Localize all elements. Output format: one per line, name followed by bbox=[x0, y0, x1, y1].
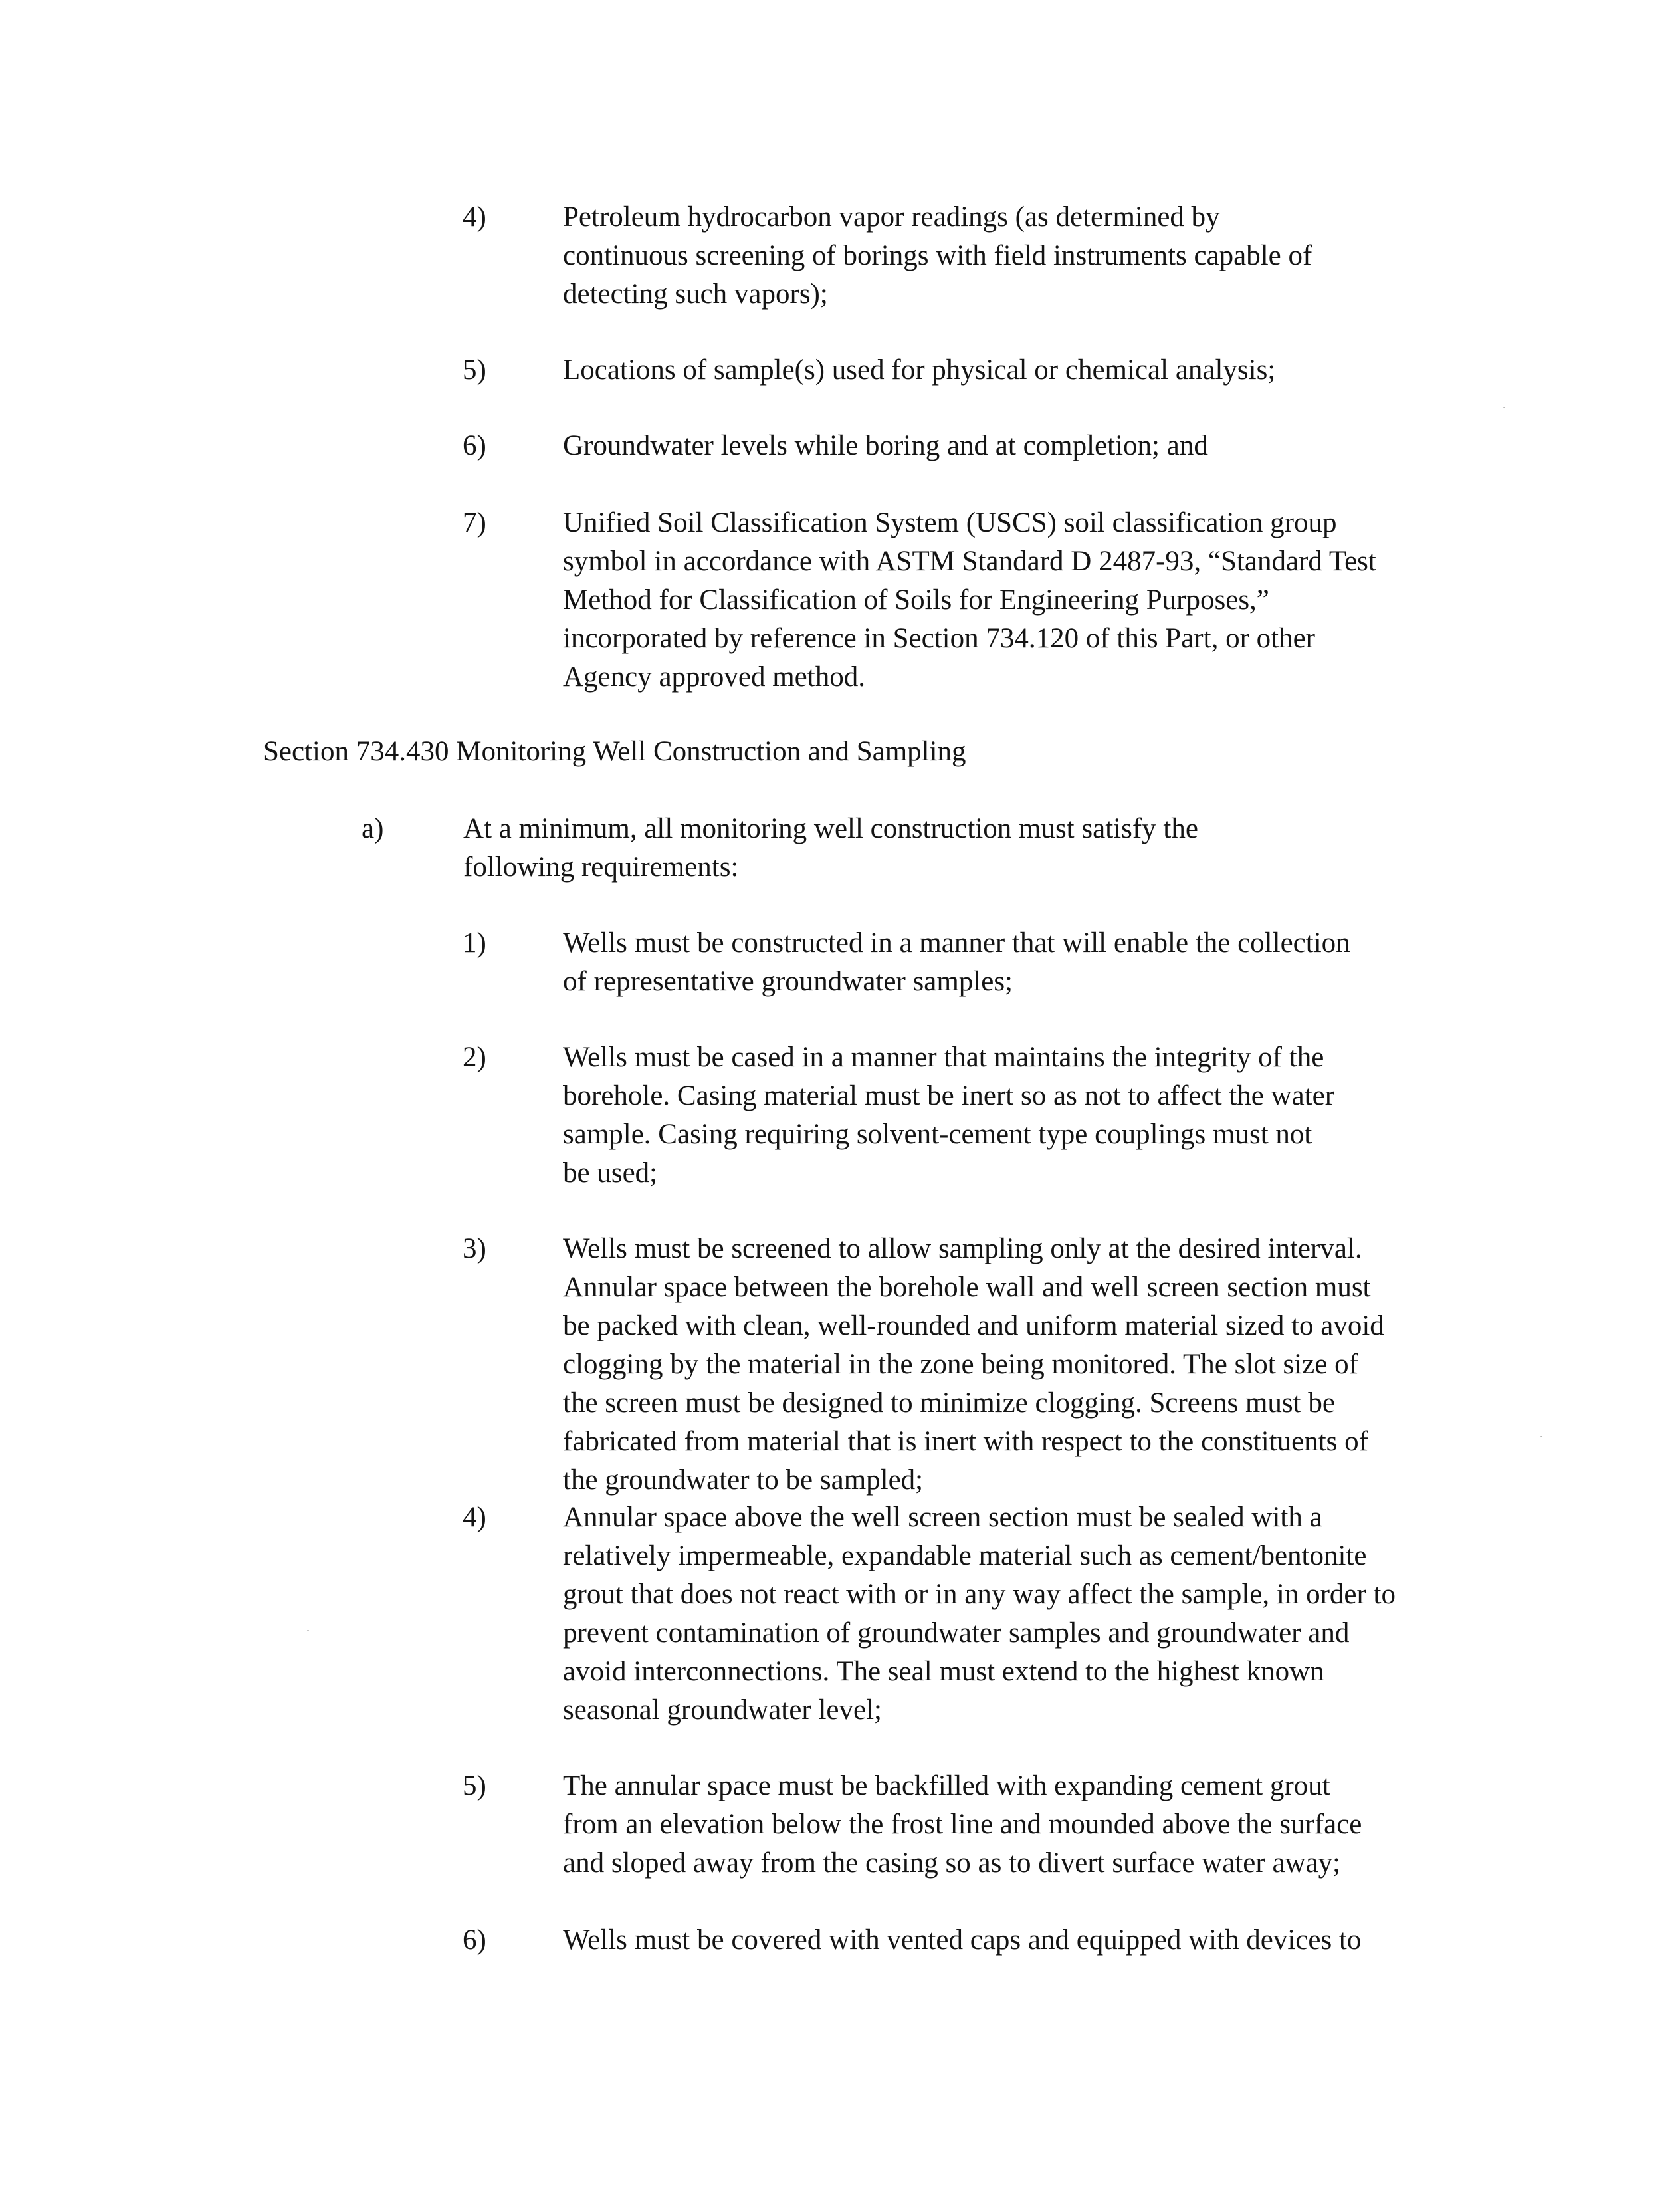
list-item-number: 1) bbox=[463, 927, 486, 959]
list-item-number: 2) bbox=[463, 1042, 486, 1073]
list-item-text: Locations of sample(s) used for physical or chemical analysis; bbox=[563, 354, 1276, 386]
subsection-text: At a minimum, all monitoring well construction must satisfy the following requirements: bbox=[463, 813, 1198, 883]
list-item-number: 4) bbox=[463, 1502, 486, 1533]
list-item-text: Wells must be constructed in a manner that will enable the collection of representative groundwater samples; bbox=[563, 927, 1350, 997]
list-item-number: 6) bbox=[463, 430, 486, 461]
subsection-label: a) bbox=[362, 813, 384, 844]
list-item-number: 5) bbox=[463, 1770, 486, 1801]
list-item-number: 5) bbox=[463, 354, 486, 386]
scan-speck bbox=[307, 1630, 309, 1631]
list-item-number: 6) bbox=[463, 1924, 486, 1956]
list-item-number: 7) bbox=[463, 507, 486, 538]
list-item-text: Annular space above the well screen section must be sealed with a relatively impermeable, expandable material such as cement/bentonite grout that does not react with or in any way affect the sample, in order to prevent contamination of groundwater samples and groundwater and avoid interconnections. The seal must extend to the highest known seasonal groundwater level; bbox=[563, 1502, 1396, 1726]
list-item-text: Unified Soil Classification System (USCS) soil classification group symbol in accordance with ASTM Standard D 2487-93, “Standard Test Method for Classification of Soils for Engineering Purposes,” incorporated by reference in Section 734.120 of this Part, or other Agency approved method. bbox=[563, 507, 1376, 693]
section-heading: Section 734.430 Monitoring Well Construction and Sampling bbox=[263, 736, 966, 767]
list-item-text: The annular space must be backfilled with expanding cement grout from an elevation below the frost line and mounded above the surface and sloped away from the casing so as to divert surface water away; bbox=[563, 1770, 1362, 1879]
scan-speck bbox=[1503, 407, 1505, 408]
list-item-text: Groundwater levels while boring and at completion; and bbox=[563, 430, 1208, 461]
list-item-number: 3) bbox=[463, 1233, 486, 1264]
list-item-number: 4) bbox=[463, 201, 486, 233]
list-item-text: Wells must be cased in a manner that maintains the integrity of the borehole. Casing material must be inert so as not to affect the water sample. Casing requiring solvent-cement type couplings must not be used; bbox=[563, 1042, 1335, 1189]
list-item-text: Wells must be covered with vented caps and equipped with devices to bbox=[563, 1924, 1362, 1956]
list-item-text: Petroleum hydrocarbon vapor readings (as determined by continuous screening of borings with field instruments capable of detecting such vapors); bbox=[563, 201, 1312, 310]
scan-speck bbox=[1540, 1436, 1542, 1437]
list-item-text: Wells must be screened to allow sampling only at the desired interval. Annular space between the borehole wall and well screen section must be packed with clean, well-rounded and uniform material sized to avoid clogging by the material in the zone being monitored. The slot size of the screen must be designed to minimize clogging. Screens must be fabricated from material that is inert with respect to the constituents of the groundwater to be sampled; bbox=[563, 1233, 1384, 1496]
